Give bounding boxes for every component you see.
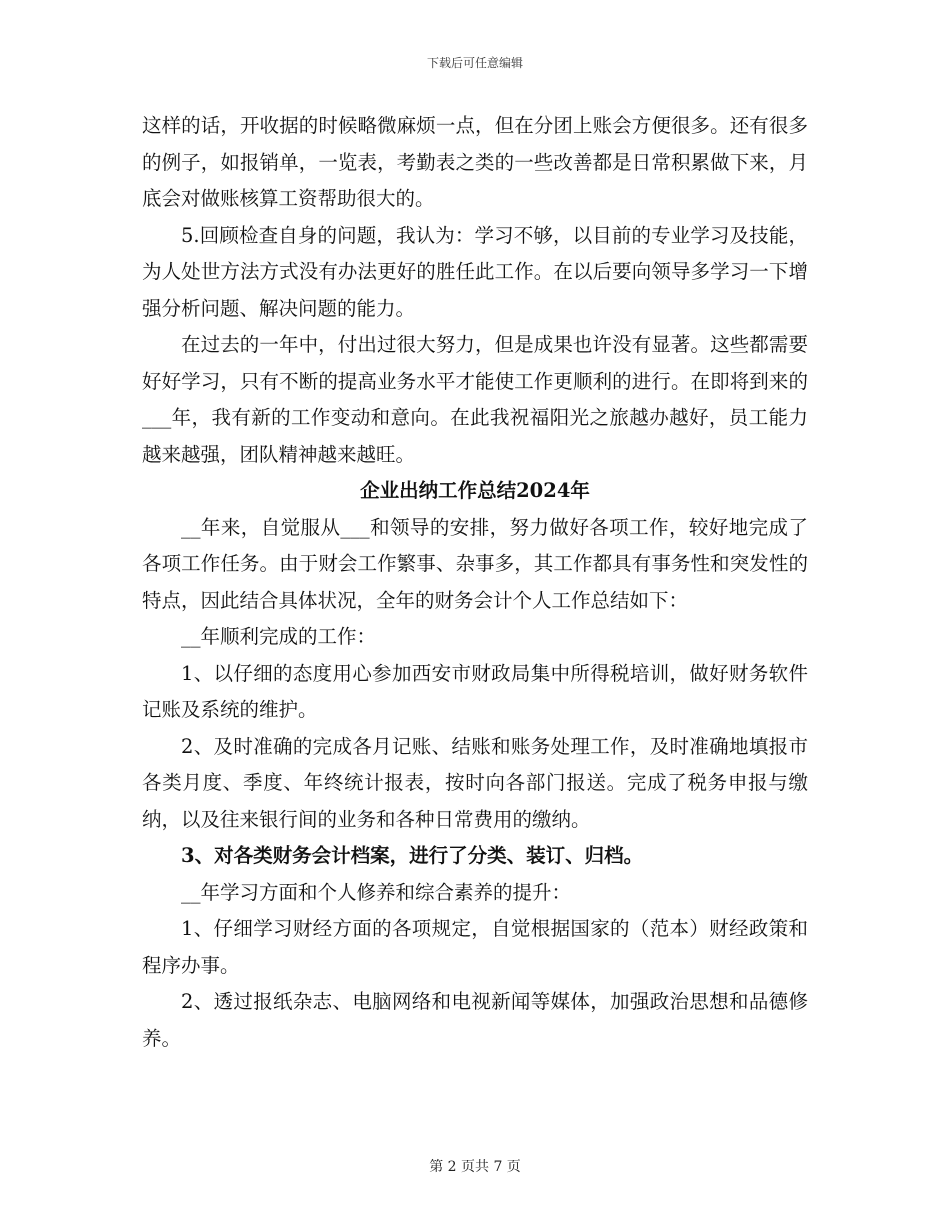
paragraph: 2、及时准确的完成各月记账、结账和账务处理工作，及时准确地填报市各类月度、季度、年终统计报表，按时向各部门报送。完成了税务申报与缴纳，以及往来银行间的业务和各种日常费用的缴纳。: [142, 734, 808, 831]
paragraph: 在过去的一年中，付出过很大努力，但是成果也许没有显著。这些都需要好好学习，只有不断的提高业务水平才能使工作更顺利的进行。在即将到来的___年，我有新的工作变动和意向。在此我祝福阳光之旅越办越好，员工能力越来越强，团队精神越来越旺。: [142, 333, 808, 466]
paragraph: 1、以仔细的态度用心参加西安市财政局集中所得税培训，做好财务软件记账及系统的维护。: [142, 661, 808, 721]
page-footer: 第 2 页共 7 页: [429, 1159, 521, 1175]
section-title: 企业出纳工作总结2024年: [360, 479, 590, 502]
paragraph: 2、透过报纸杂志、电脑网络和电视新闻等媒体，加强政治思想和品德修养。: [142, 990, 808, 1050]
paragraph: 1、仔细学习财经方面的各项规定，自觉根据国家的（范本）财经政策和程序办事。: [142, 917, 808, 977]
paragraph: __年顺利完成的工作：: [181, 625, 377, 648]
paragraph: 这样的话，开收据的时候略微麻烦一点，但在分团上账会方便很多。还有很多的例子，如报销单，一览表，考勤表之类的一些改善都是日常积累做下来，月底会对做账核算工资帮助很大的。: [142, 114, 808, 210]
page-header: 下载后可任意编辑: [426, 56, 523, 70]
document-body: [142, 108, 808, 1057]
paragraph: 5.回顾检查自身的问题，我认为：学习不够，以目前的专业学习及技能，为人处世方法方式没有办法更好的胜任此工作。在以后要向领导多学习一下增强分析问题、解决问题的能力。: [142, 223, 808, 320]
paragraph-bold: 3、对各类财务会计档案，进行了分类、装订、归档。: [181, 844, 644, 867]
paragraph: __年来，自觉服从___和领导的安排，努力做好各项工作，较好地完成了各项工作任务。由于财会工作繁事、杂事多，其工作都具有事务性和突发性的特点，因此结合具体状况，全年的财务会计个人工作总结如下：: [142, 515, 808, 612]
paragraph: __年学习方面和个人修养和综合素养的提升：: [181, 880, 572, 904]
